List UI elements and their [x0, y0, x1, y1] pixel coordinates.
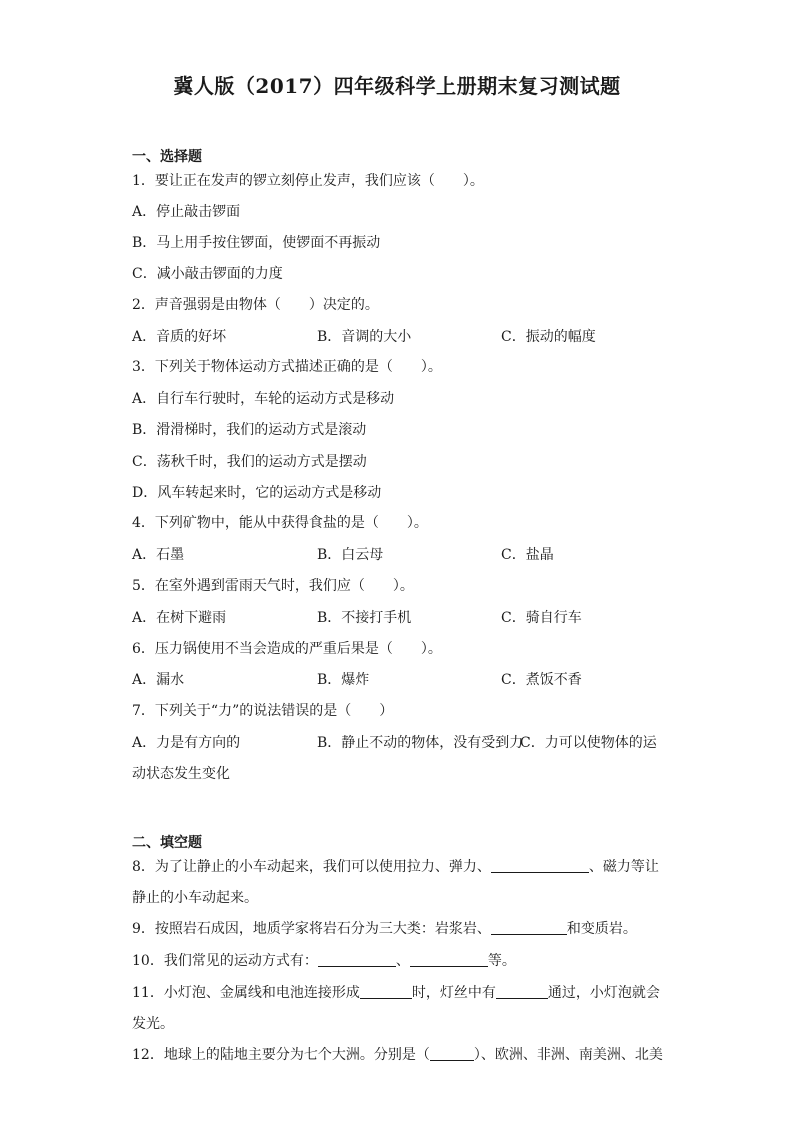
q3-option-b: B．滑滑梯时，我们的运动方式是滚动 — [132, 422, 367, 438]
q12-text-1: 12．地球上的陆地主要分为七个大洲。分别是（ — [132, 1047, 430, 1063]
q10-text-1: 10．我们常见的运动方式有： — [132, 953, 318, 969]
q8-text-1: 8．为了让静止的小车动起来，我们可以使用拉力、弹力、 — [132, 859, 491, 875]
q1-option-c: C．减小敲击锣面的力度 — [132, 266, 283, 282]
question-3: 3．下列关于物体运动方式描述正确的是（ ）。 — [132, 359, 442, 375]
q4-option-b: B．白云母 — [317, 547, 384, 563]
q11-blank-1[interactable] — [360, 984, 412, 999]
q6-option-c: C．煮饭不香 — [501, 672, 582, 688]
q5-option-b: B．不接打手机 — [317, 610, 412, 626]
question-11-line2: 发光。 — [132, 1016, 174, 1032]
q4-option-a: A．石墨 — [132, 547, 185, 563]
question-9 — [132, 920, 637, 938]
section-heading-choice: 一、选择题 — [132, 149, 202, 165]
question-5: 5．在室外遇到雷雨天气时，我们应（ ）。 — [132, 578, 414, 594]
q5-option-a: A．在树下避雨 — [132, 610, 227, 626]
q3-option-c: C．荡秋千时，我们的运动方式是摆动 — [132, 454, 367, 470]
q3-option-a: A．自行车行驶时，车轮的运动方式是移动 — [132, 391, 395, 407]
page-title: 冀人版（2017）四年级科学上册期末复习测试题 — [173, 74, 621, 98]
q7-option-c-continued: 动状态发生变化 — [132, 766, 230, 782]
q10-blank-1[interactable] — [318, 952, 396, 967]
q7-option-b: B．静止不动的物体，没有受到力 — [317, 735, 524, 751]
question-4: 4．下列矿物中，能从中获得食盐的是（ ）。 — [132, 515, 428, 531]
q10-text-3: 等。 — [487, 953, 516, 969]
q4-option-c: C．盐晶 — [501, 547, 554, 563]
q6-option-b: B．爆炸 — [317, 672, 370, 688]
question-8 — [132, 858, 659, 876]
q11-text-1: 11．小灯泡、金属线和电池连接形成 — [132, 985, 360, 1001]
q11-blank-2[interactable] — [496, 984, 548, 999]
q6-option-a: A．漏水 — [132, 672, 185, 688]
question-12 — [132, 1046, 663, 1064]
question-6: 6．压力锅使用不当会造成的严重后果是（ ）。 — [132, 641, 442, 657]
q2-option-b: B．音调的大小 — [317, 329, 412, 345]
q12-blank[interactable] — [430, 1046, 474, 1061]
q8-blank[interactable] — [491, 858, 589, 873]
q1-option-b: B．马上用手按住锣面，使锣面不再振动 — [132, 235, 381, 251]
question-1: 1．要让正在发声的锣立刻停止发声，我们应该（ ）。 — [132, 173, 484, 189]
q12-text-2: ）、欧洲、非洲、南美洲、北美 — [473, 1047, 663, 1063]
q9-text-2: 和变质岩。 — [566, 921, 637, 937]
q7-option-c: C．力可以使物体的运 — [520, 735, 657, 751]
question-10 — [132, 952, 516, 970]
q2-option-a: A．音质的好坏 — [132, 329, 227, 345]
section-heading-fill-blank: 二、填空题 — [132, 835, 202, 851]
q9-blank[interactable] — [491, 920, 567, 935]
q10-text-2: 、 — [395, 953, 410, 969]
question-11 — [132, 984, 660, 1002]
q10-blank-2[interactable] — [410, 952, 488, 967]
q2-option-c: C．振动的幅度 — [501, 329, 596, 345]
q9-text-1: 9．按照岩石成因，地质学家将岩石分为三大类：岩浆岩、 — [132, 921, 491, 937]
q7-option-a: A．力是有方向的 — [132, 735, 241, 751]
question-2: 2．声音强弱是由物体（ ）决定的。 — [132, 297, 379, 313]
q8-text-2: 、磁力等让 — [588, 859, 659, 875]
q5-option-c: C．骑自行车 — [501, 610, 582, 626]
q3-option-d: D．风车转起来时，它的运动方式是移动 — [132, 485, 382, 501]
question-7: 7．下列关于“力”的说法错误的是（ ） — [132, 703, 394, 719]
q1-option-a: A．停止敲击锣面 — [132, 204, 241, 220]
q11-text-2: 时，灯丝中有 — [411, 985, 496, 1001]
q11-text-3: 通过，小灯泡就会 — [547, 985, 660, 1001]
question-8-line2: 静止的小车动起来。 — [132, 890, 258, 906]
